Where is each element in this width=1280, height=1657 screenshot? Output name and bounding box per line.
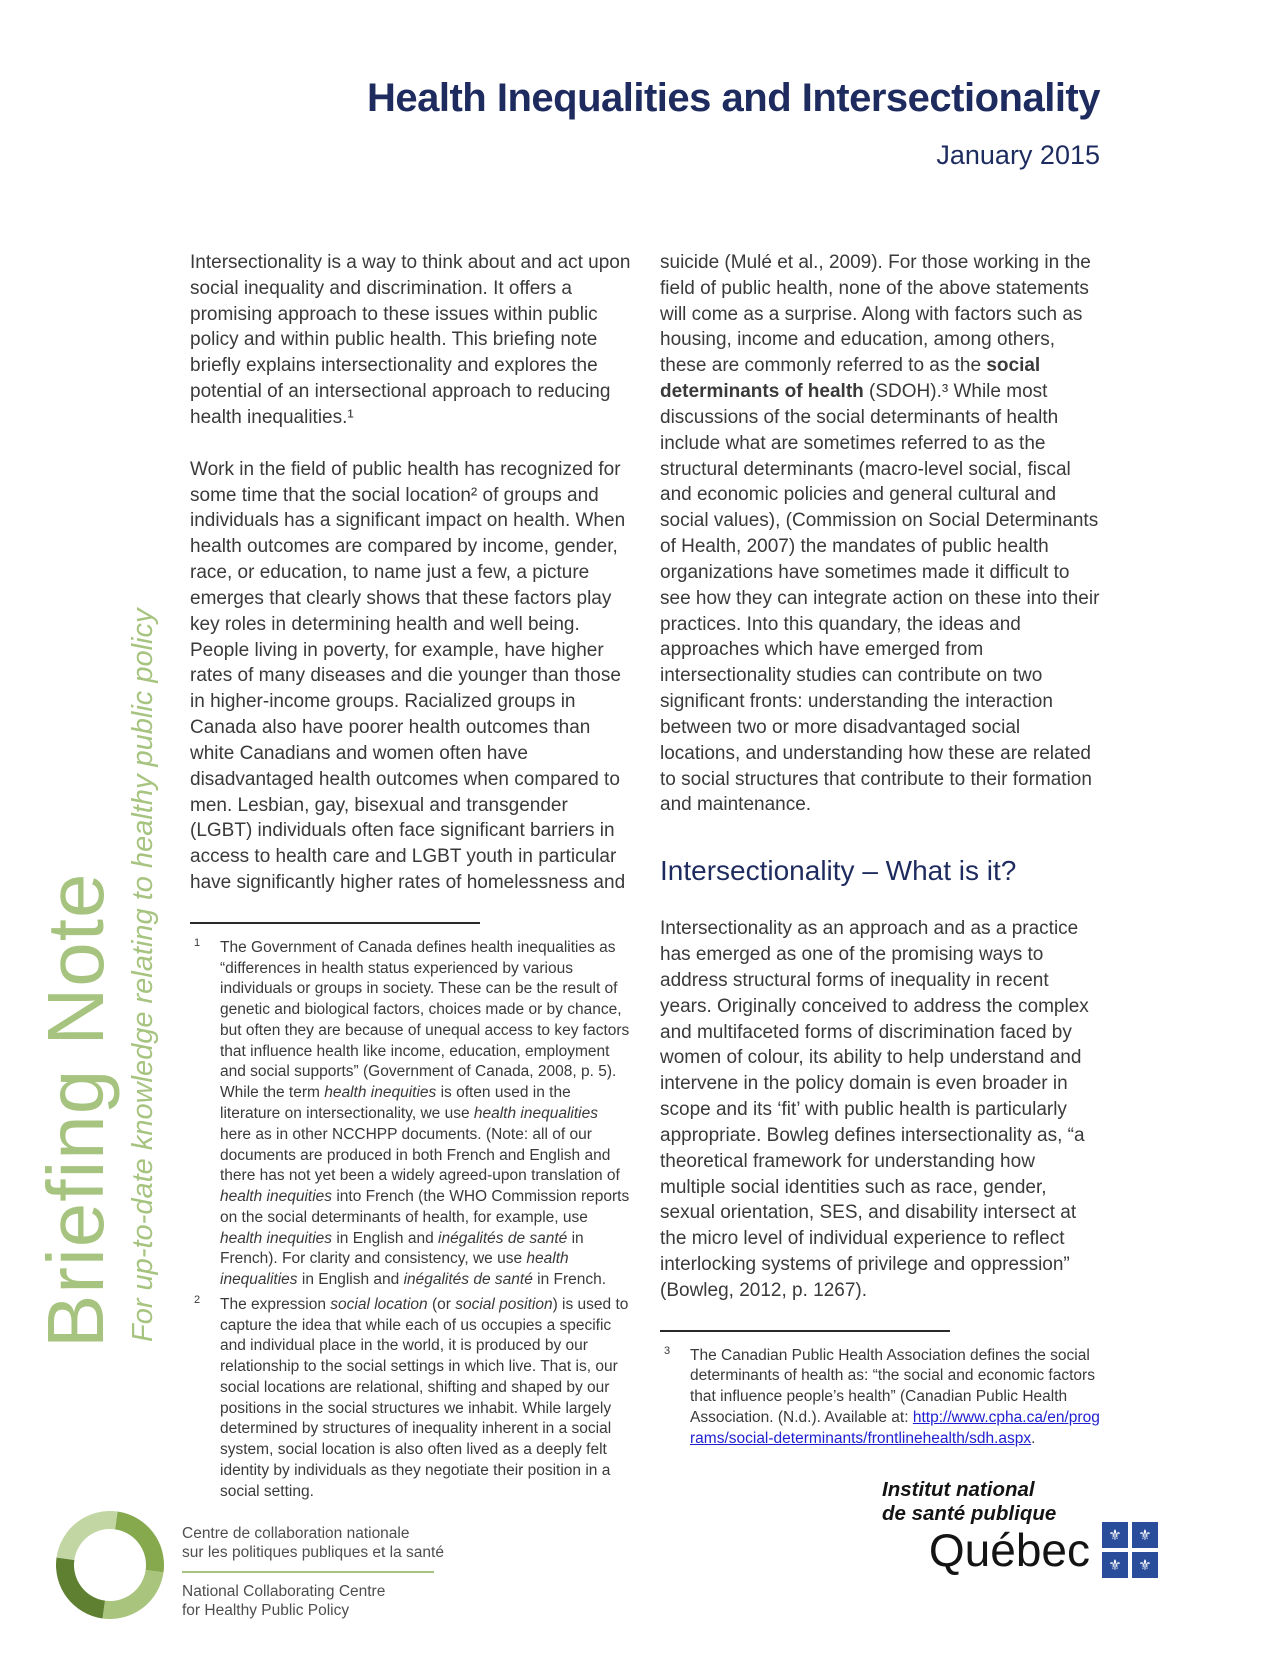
inspq-logo [878,1478,1158,1578]
flag-square [1132,1522,1158,1548]
fleur-de-lis-icon: ⚜ [1108,1555,1122,1574]
body-paragraph: suicide (Mulé et al., 2009). For those working in the field of public health, none of the above statements will come as a surprise. Along with factors such as housing, income and education, among others, these are commonly referred to as the social determinants of health (SDOH).³ While most discussions of the social determinants of health include what are sometimes referred to as the structural determinants (macro-level social, fiscal and economic policies and general cultural and social values), (Commission on Social Determinants of Health, 2007) the mandates of public health organizations have sometimes made it difficult to see how they can integrate action on these into their practices. Into this quandary, the ideas and approaches which have emerged from intersectionality studies can contribute on two significant fronts: understanding the interaction between two or more disadvantaged social locations, and understanding how these are related to social structures that contribute to their formation and maintenance. [660,252,1100,816]
inspq-name-line1: Institut national [882,1478,1035,1501]
fleur-de-lis-icon: ⚜ [1108,1525,1122,1544]
footnote-text: The expression social location (or social position) is used to capture the idea that while each of us occupies a specific and individual place in the world, it is produced by our relationship to the social settings in which live. That is, our social locations are relational, shifting and shaped by our positions in the social structures we inhabit. While largely determined by structures of inequality inherent in a social system, social location is also often lived as a deeply felt identity by individuals as they negotiate their position in a social setting. [220,1295,629,1500]
flag-square [1102,1522,1128,1548]
flag-square [1102,1552,1128,1578]
footnote-divider [190,922,480,924]
right-column [660,250,1103,1454]
inspq-name [878,1478,1158,1526]
ncchpp-name-en-line1: National Collaborating Centre [182,1583,386,1600]
section-heading: Intersectionality – What is it? [660,855,1017,887]
sidebar-tagline: For up-to-date knowledge relating to healthy public policy [127,608,159,1342]
footnote-marker: 3 [664,1344,671,1357]
footnote-marker: 2 [194,1293,201,1306]
ncchpp-logo-icon [50,1505,170,1630]
flag-square [1132,1552,1158,1578]
footnote-link[interactable]: http://www.cpha.ca/en/programs/social-determinants/frontlinehealth/sdh.aspx [690,1409,1100,1447]
ncchpp-name-fr-line1: Centre de collaboration nationale [182,1525,410,1542]
body-paragraph: Intersectionality is a way to think about and act upon social inequality and discrimination. It offers a promising approach to these issues within public policy and within public health. This briefing note briefly explains intersectionality and explores the potential of an intersectional approach to reducing health inequalities.¹ [190,252,631,428]
ncchpp-name-fr-line2: sur les politiques publiques et la santé [182,1544,444,1561]
inspq-name-line2: de santé publique [882,1502,1057,1525]
fleur-de-lis-icon: ⚜ [1138,1555,1152,1574]
briefing-note-wordmark: Briefing Note [31,872,120,1348]
page-title: Health Inequalities and Intersectionality [366,76,1100,120]
body-paragraph: Work in the field of public health has recognized for some time that the social location² of groups and individuals has a significant impact on health. When health outcomes are compared by income, gender, race, or education, to name just a few, a picture emerges that clearly shows that these factors play key roles in determining health and well being. People living in poverty, for example, have higher rates of many diseases and die younger than those in higher-income groups. Racialized groups in Canada also have poorer health outcomes than white Canadians and women often have disadvantaged health outcomes when compared to men. Lesbian, gay, bisexual and transgender (LGBT) individuals often face significant barriers in access to health care and LGBT youth in particular have significantly higher rates of homelessness and [190,458,626,894]
fleur-de-lis-icon: ⚜ [1138,1525,1152,1544]
footnote-marker: 1 [194,936,201,949]
footnote-text: The Canadian Public Health Association defines the social determinants of health as: “the social and economic factors that influence people’s health” (Canadian Public Health Association. (N.d.). Available at: http://www.cpha.ca/en/programs/social-determinants/frontlinehealth/sdh.aspx. [690,1346,1100,1447]
body-paragraph: Intersectionality as an approach and as a practice has emerged as one of the promising ways to address structural forms of inequality in recent years. Originally conceived to address the complex and multifaceted forms of discrimination faced by women of colour, its ability to help understand and intervene in the policy domain is even broader in scope and its ‘fit’ with public health is particularly appropriate. Bowleg defines intersectionality as, “a theoretical framework for understanding how multiple social identities such as race, gender, sexual orientation, SES, and disability intersect at the micro level of individual experience to reflect interlocking systems of privilege and oppression” (Bowleg, 2012, p. 1267). [660,918,1089,1301]
ncchpp-text-block [182,1524,444,1620]
footnote-1 [190,938,633,1291]
publication-date: January 2015 [936,140,1100,170]
footnote-2 [190,1295,633,1503]
quebec-wordmark: Québec [928,1524,1090,1576]
footnote-3 [660,1346,1103,1450]
ncchpp-divider [182,1571,434,1573]
quebec-flag-icon [1102,1522,1158,1578]
footnote-text: The Government of Canada defines health inequalities as “differences in health status experienced by various individuals or groups in society. These can be the result of genetic and biological factors, choices made or by chance, but often they are because of unequal access to key factors that influence health like income, education, employment and social supports” (Government of Canada, 2008, p. 5). While the term health inequities is often used in the literature on intersectionality, we use health inequalities here as in other NCCHPP documents. (Note: all of our documents are produced in both French and English and there has not yet been a widely agreed-upon translation of health inequities into French (the WHO Commission reports on the social determinants of health, for example, use health inequities in English and inégalités de santé in French). For clarity and consistency, we use health inequalities in English and inégalités de santé in French. [220,938,630,1289]
ncchpp-name-en-line2: for Healthy Public Policy [182,1602,350,1619]
footnote-divider [660,1330,950,1332]
left-column [190,250,633,1507]
